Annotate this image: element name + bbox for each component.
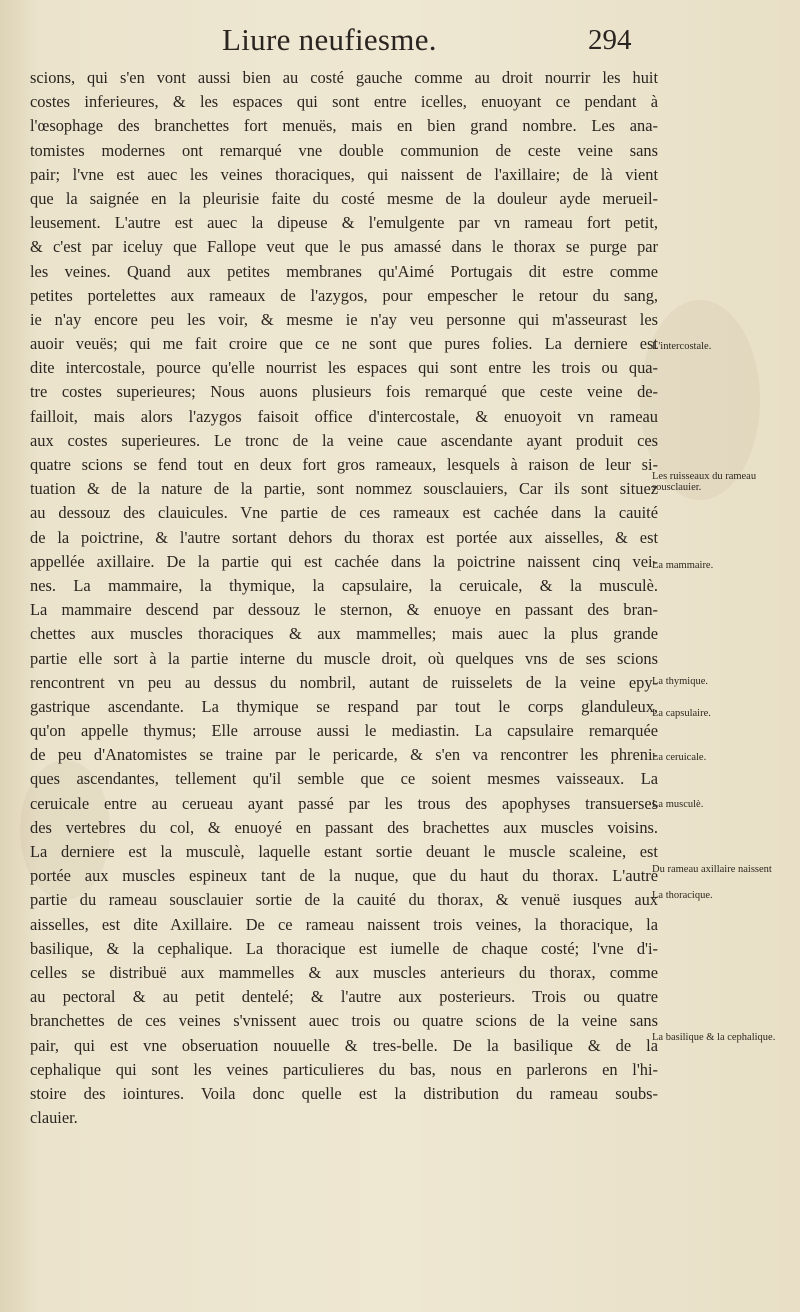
text-line: failloit, mais alors l'azygos faisoit office d'intercostale, & enuoyoit vn rameau: [30, 406, 658, 426]
text-line: basilique, & la cephalique. La thoracique est iumelle de chaque costé; l'vne d'i-: [30, 938, 658, 958]
text-line: La mammaire descend par dessouz le sternon, & enuoye en passant des bran-: [30, 600, 658, 620]
text-line: les veines. Quand aux petites membranes qu'Aimé Portugais dit estre comme: [30, 261, 658, 281]
running-title: Liure neufiesme.: [222, 22, 437, 57]
margin-note: La thymique.: [652, 676, 708, 687]
text-line: leusement. L'autre est auec la dipeuse & l'emulgente par vn rameau fort petit,: [30, 213, 658, 233]
text-line: clauier.: [30, 1108, 78, 1128]
text-line: celles se distribuë aux mammelles & aux muscles anterieurs du thorax, comme: [30, 962, 658, 982]
text-line: aisselles, est dite Axillaire. De ce rameau naissent trois veines, la thoracique, la: [30, 914, 658, 934]
text-line: pair, qui est vne obseruation nouuelle & tres-belle. De la basilique & de la: [30, 1035, 658, 1055]
text-line: partie du rameau sousclauier sortie de la cauité du thorax, & venuë iusques aux: [30, 890, 658, 910]
text-line: gastrique ascendante. La thymique se respand par tout le corps glanduleux,: [30, 696, 658, 716]
margin-note: La ceruicale.: [652, 752, 707, 763]
text-line: La derniere est la musculè, laquelle estant sortie deuant le muscle scaleine, est: [30, 842, 658, 861]
text-line: rencontrent vn peu au dessus du nombril, autant de ruisselets de la veine epy-: [30, 672, 658, 692]
text-line: ie n'ay encore peu les voir, & mesme ie n'ay veu personne qui m'asseurast les: [30, 309, 658, 329]
text-line: ceruicale entre au cerueau ayant passé par les trous des apophyses transuerses: [30, 793, 658, 813]
text-line: branchettes de ces veines s'vnissent auec trois ou quatre scions de la veine sans: [30, 1011, 658, 1031]
text-line: ques ascendantes, tellement qu'il semble que ce soient mesmes vaisseaux. La: [30, 769, 658, 789]
text-line: au dessouz des clauicules. Vne partie de ces rameaux est cachée dans la cauité: [30, 503, 658, 523]
page-header: [0, 22, 800, 62]
margin-note: La thoracique.: [652, 890, 713, 901]
text-line: petites portelettes aux rameaux de l'azygos, pour empescher le retour du sang,: [30, 285, 658, 305]
margin-note: Du rameau axillaire naissent: [652, 864, 772, 875]
text-line: costes inferieures, & les espaces qui sont entre icelles, enuoyant ce pendant à: [30, 92, 658, 112]
text-line: des vertebres du col, & enuoyé en passant des brachettes aux muscles voisins.: [30, 817, 658, 837]
margin-note: La mammaire.: [652, 560, 714, 571]
text-line: dite intercostale, pource qu'elle nourrist les espaces qui sont entre les trois ou qua-: [30, 358, 658, 378]
text-line: tomistes modernes ont remarqué vne double communion de ceste veine sans: [30, 140, 658, 160]
text-line: tre costes superieures; Nous auons plusieurs fois remarqué que ceste veine de-: [30, 382, 658, 402]
text-line: chettes aux muscles thoraciques & aux mammelles; mais auec la plus grande: [30, 624, 658, 644]
paper-stain: [640, 300, 760, 500]
text-line: quatre scions se fend tout en deux fort gros rameaux, lesquels à raison de leur si-: [30, 455, 658, 474]
margin-note: L'intercostale.: [652, 341, 712, 352]
page-number: 294: [588, 24, 632, 56]
text-line: & c'est par iceluy que Fallope veut que le pus amassé dans le thorax se purge par: [30, 237, 658, 257]
text-line: appellée axillaire. De la partie qui est cachée dans la poictrine naissent cinq vei-: [30, 551, 658, 571]
text-line: partie elle sort à la partie interne du muscle droit, où quelques vns de ses scions: [30, 648, 658, 668]
text-line: portée aux muscles espineux tant de la nuque, que du haut du thorax. L'autre: [30, 866, 658, 886]
text-line: auoir veuës; qui me fait croire que ce ne sont que pures folies. La derniere est: [30, 334, 658, 354]
text-line: stoire des iointures. Voila donc quelle est la distribution du rameau soubs-: [30, 1083, 658, 1103]
main-text-block: [30, 66, 658, 1130]
margin-note: Les ruisseaux du rameau sousclauier.: [652, 471, 757, 493]
text-line: tuation & de la nature de la partie, sont nommez sousclauiers, Car ils sont situez: [30, 479, 658, 499]
margin-note: La musculè.: [652, 799, 704, 810]
text-line: de la poictrine, & l'autre sortant dehors du thorax est portée aux aisselles, & est: [30, 527, 658, 547]
text-line: nes. La mammaire, la thymique, la capsulaire, la ceruicale, & la musculè.: [30, 575, 658, 595]
text-line: l'œsophage des branchettes fort menuës, mais en bien grand nombre. Les ana-: [30, 116, 658, 136]
text-line: qu'on appelle thymus; Elle arrouse aussi le mediastin. La capsulaire remarquée: [30, 721, 658, 741]
text-line: de peu d'Anatomistes se traine par le pericarde, & s'en va rencontrer les phreni-: [30, 745, 658, 765]
margin-note: La basilique & la cephalique.: [652, 1032, 776, 1043]
text-line: que la saignée en la pleurisie faite du costé mesme de la douleur ayde merueil-: [30, 188, 658, 208]
text-line: aux costes superieures. Le tronc de la veine caue ascendante ayant produit ces: [30, 430, 658, 450]
text-line: pair; l'vne est auec les veines thoraciques, qui naissent de l'axillaire; de là vient: [30, 164, 658, 184]
margin-note: La capsulaire.: [652, 708, 711, 719]
text-line: scions, qui s'en vont aussi bien au costé gauche comme au droit nourrir les huit: [30, 68, 658, 87]
text-line: cephalique qui sont les veines particulieres du bas, nous en parlerons en l'hi-: [30, 1059, 658, 1079]
text-line: au pectoral & au petit dentelé; & l'autre aux posterieurs. Trois ou quatre: [30, 987, 658, 1007]
